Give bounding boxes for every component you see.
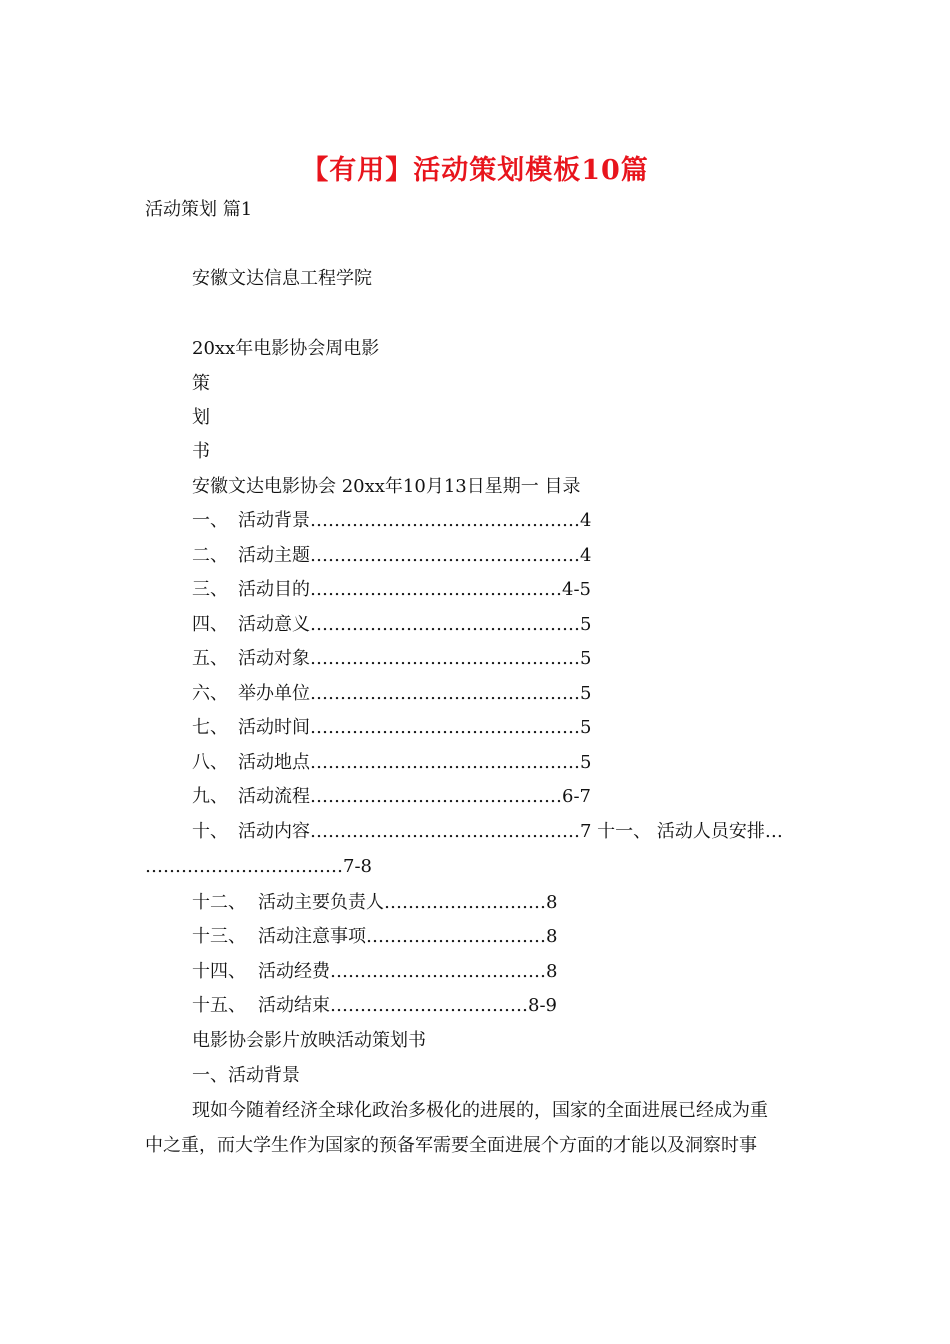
toc-text: 活动地点………………………………………5: [238, 752, 592, 773]
document-title: 【有用】活动策划模板10篇: [301, 155, 649, 186]
toc-text: 活动流程……………………………………6-7: [238, 786, 591, 807]
toc-text: 活动注意事项…………………………8: [258, 926, 558, 947]
school-name: 安徽文达信息工程学院: [192, 268, 372, 289]
toc-item: [192, 544, 591, 568]
toc-number: 四、: [192, 614, 228, 635]
toc-text: 活动背景………………………………………4: [238, 510, 592, 531]
toc-number: 二、: [192, 545, 228, 566]
toc-item: [192, 716, 591, 740]
section-one-heading: 一、活动背景: [192, 1065, 300, 1086]
toc-item: [192, 820, 783, 844]
paragraph-line: 中之重，而大学生作为国家的预备军需要全面进展个方面的才能以及洞察时事: [145, 1135, 757, 1156]
paragraph-line: 现如今随着经济全球化政治多极化的进展的，国家的全面进展已经成为重: [192, 1100, 768, 1121]
toc-item: [192, 682, 591, 706]
doc-title-line: 20xx年电影协会周电影: [192, 338, 380, 359]
toc-number: 十二、: [192, 892, 246, 913]
toc-number: 十五、: [192, 995, 246, 1016]
toc-number: 十四、: [192, 961, 246, 982]
vertical-char: 书: [192, 441, 210, 462]
toc-item: [192, 891, 557, 915]
toc-number: 八、: [192, 752, 228, 773]
toc-item: [192, 509, 591, 533]
toc-item: [192, 578, 591, 602]
toc-text: 活动意义………………………………………5: [238, 614, 592, 635]
toc-text: 活动主要负责人………………………8: [258, 892, 558, 913]
toc-number: 六、: [192, 683, 228, 704]
toc-item: [192, 647, 591, 671]
toc-text: 活动内容………………………………………7 十一、 活动人员安排…: [238, 821, 783, 842]
section-heading: 活动策划 篇1: [145, 199, 253, 220]
toc-item: [192, 785, 591, 809]
toc-text: 活动主题………………………………………4: [238, 545, 592, 566]
toc-number: 九、: [192, 786, 228, 807]
toc-text: 活动经费………………………………8: [258, 961, 558, 982]
toc-item: [192, 994, 557, 1018]
toc-number: 十三、: [192, 926, 246, 947]
toc-text: 活动结束……………………………8-9: [258, 995, 557, 1016]
toc-item: [192, 751, 591, 775]
toc-item: [192, 925, 557, 949]
toc-text: 活动目的……………………………………4-5: [238, 579, 591, 600]
toc-number: 一、: [192, 510, 228, 531]
toc-number: 五、: [192, 648, 228, 669]
toc-item: [192, 960, 557, 984]
toc-text: 举办单位………………………………………5: [238, 683, 592, 704]
toc-continuation: ……………………………7-8: [145, 856, 372, 877]
toc-item: [192, 613, 591, 637]
plan-heading: 电影协会影片放映活动策划书: [192, 1030, 426, 1051]
toc-number: 七、: [192, 717, 228, 738]
toc-number: 三、: [192, 579, 228, 600]
date-line: 安徽文达电影协会 20xx年10月13日星期一 目录: [192, 476, 581, 497]
vertical-char: 策: [192, 373, 210, 394]
toc-text: 活动时间………………………………………5: [238, 717, 592, 738]
toc-number: 十、: [192, 821, 228, 842]
toc-text: 活动对象………………………………………5: [238, 648, 592, 669]
vertical-char: 划: [192, 407, 210, 428]
